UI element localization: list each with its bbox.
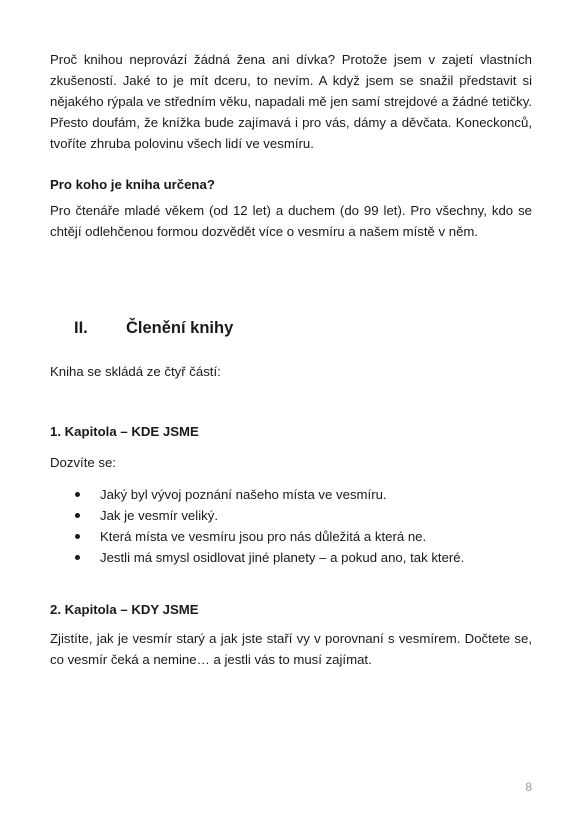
bullet-icon [75,534,80,539]
intro-paragraph: Proč knihou neprovází žádná žena ani dívka? Protože jsem v zajetí vlastních zkušeností. Jaké to je mít dceru, to nevím. A když jsem se snažil představit si nějakého rýpala ve středním věku, napadali mě jen samí strejdové a žádné tetičky. Přesto doufám, že knížka bude zajímavá i pro vás, dámy a děvčata. Koneckonců, tvoříte zhruba polovinu všech lidí ve vesmíru. [50,52,532,151]
list-item-text: Jestli má smysl osidlovat jiné planety – a pokud ano, tak které. [100,550,465,565]
audience-paragraph: Pro čtenáře mladé věkem (od 12 let) a duchem (do 99 let). Pro všechny, kdo se chtějí odlehčenou formou dozvědět více o vesmíru a našem místě v něm. [50,203,532,239]
section-title: Členění knihy [126,319,234,337]
section-number: II. [74,319,88,337]
chapter2-paragraph: Zjistíte, jak je vesmír starý a jak jste staří vy v porovnaní s vesmírem. Dočtete se, co vesmír čeká a nemine… a jestli vás to musí zajímat. [50,631,532,667]
chapter1-bullet-list [50,484,532,568]
bullet-icon [75,492,80,497]
chapter1-lead: Dozvíte se: [50,455,116,470]
list-item [50,526,532,547]
list-item-text: Jaký byl vývoj poznání našeho místa ve vesmíru. [100,487,387,502]
list-item [50,505,532,526]
bullet-icon [75,513,80,518]
list-item-text: Která místa ve vesmíru jsou pro nás důležitá a která ne. [100,529,427,544]
section-heading [74,316,233,340]
audience-heading: Pro koho je kniha určena? [50,177,215,192]
page-number: 8 [525,780,532,794]
list-item [50,547,532,568]
list-item-text: Jak je vesmír veliký. [100,508,218,523]
list-item [50,484,532,505]
bullet-icon [75,555,80,560]
structure-intro: Kniha se skládá ze čtyř částí: [50,364,221,379]
chapter1-heading: 1. Kapitola – KDE JSME [50,424,199,439]
chapter2-heading: 2. Kapitola – KDY JSME [50,602,199,617]
